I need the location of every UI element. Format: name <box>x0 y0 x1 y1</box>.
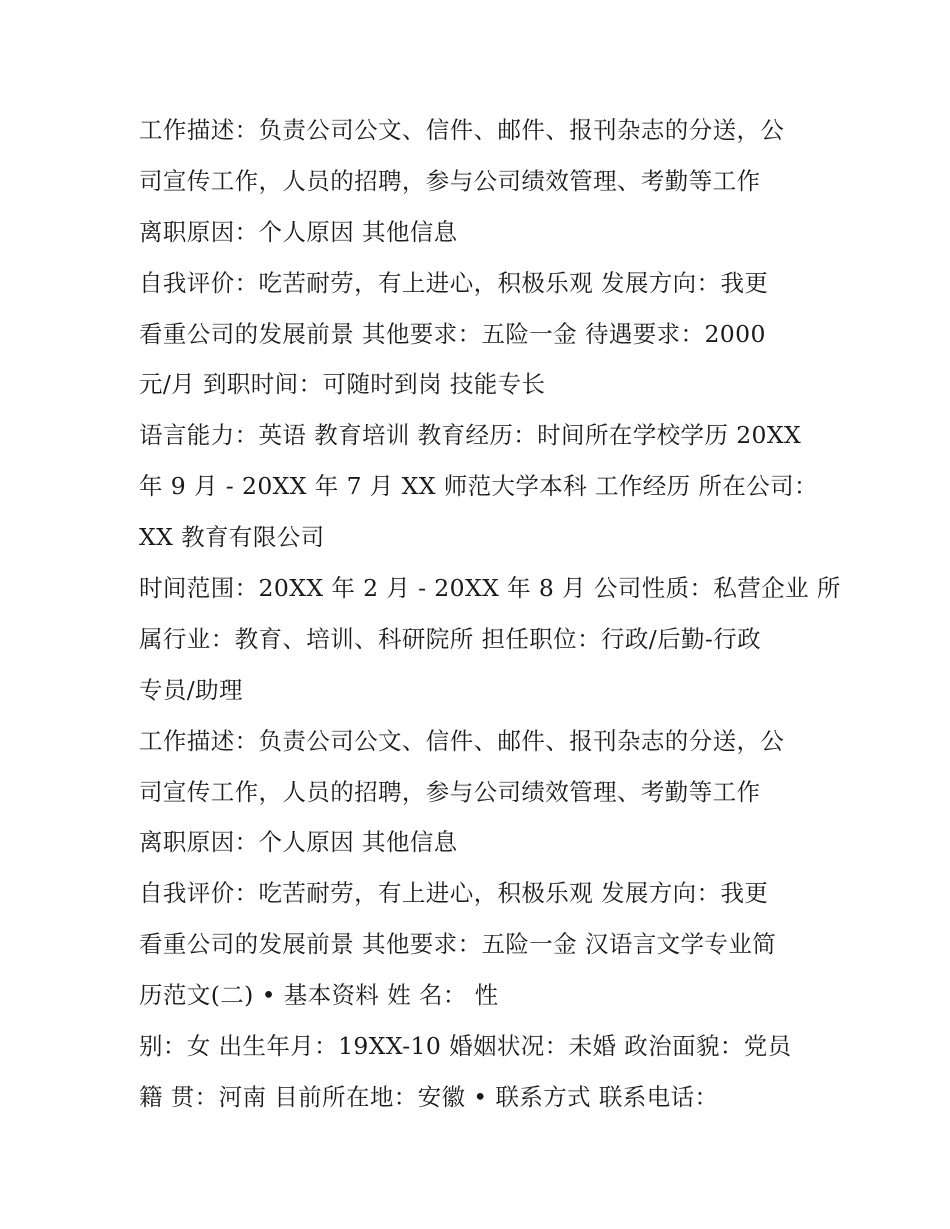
text-line-self-eval-2: 看重公司的发展前景 其他要求：五险一金 待遇要求：2000 <box>139 319 766 348</box>
text-line-self-eval-4: 看重公司的发展前景 其他要求：五险一金 汉语言文学专业简 <box>139 930 777 959</box>
text-line-basic-info: 历范文(二) • 基本资料 姓 名： 性 <box>139 981 499 1010</box>
text-line-self-eval-3: 自我评价：吃苦耐劳，有上进心，积极乐观 发展方向：我更 <box>139 879 769 908</box>
text-line-company: XX 教育有限公司 <box>139 523 325 552</box>
text-line-work-desc-2: 司宣传工作，人员的招聘，参与公司绩效管理、考勤等工作 <box>139 166 761 195</box>
text-line-leave-reason-2: 离职原因：个人原因 其他信息 <box>139 828 458 857</box>
text-line-start-time: 元/月 到职时间：可随时到岗 技能专长 <box>139 370 546 399</box>
text-line-language: 语言能力：英语 教育培训 教育经历：时间所在学校学历 20XX <box>139 421 802 450</box>
text-line-time-range: 时间范围：20XX 年 2 月 - 20XX 年 8 月 公司性质：私营企业 所 <box>139 574 841 603</box>
text-line-education: 年 9 月 - 20XX 年 7 月 XX 师范大学本科 工作经历 所在公司： <box>139 472 818 501</box>
text-line-self-eval-1: 自我评价：吃苦耐劳，有上进心，积极乐观 发展方向：我更 <box>139 268 769 297</box>
text-line-industry: 属行业：教育、培训、科研院所 担任职位：行政/后勤-行政 <box>139 624 762 653</box>
body-text <box>139 105 841 1123</box>
text-line-work-desc-1: 工作描述：负责公司公文、信件、邮件、报刊杂志的分送，公 <box>139 116 785 144</box>
text-line-gender-birth: 别：女 出生年月：19XX-10 婚姻状况：未婚 政治面貌：党员 <box>139 1032 792 1061</box>
text-line-leave-reason: 离职原因：个人原因 其他信息 <box>139 217 458 246</box>
text-line-position: 专员/助理 <box>139 675 243 704</box>
text-line-origin-contact: 籍 贯：河南 目前所在地：安徽 • 联系方式 联系电话： <box>139 1082 719 1111</box>
text-line-work-desc-4: 司宣传工作，人员的招聘，参与公司绩效管理、考勤等工作 <box>139 777 761 806</box>
text-line-work-desc-3: 工作描述：负责公司公文、信件、邮件、报刊杂志的分送，公 <box>139 726 785 755</box>
